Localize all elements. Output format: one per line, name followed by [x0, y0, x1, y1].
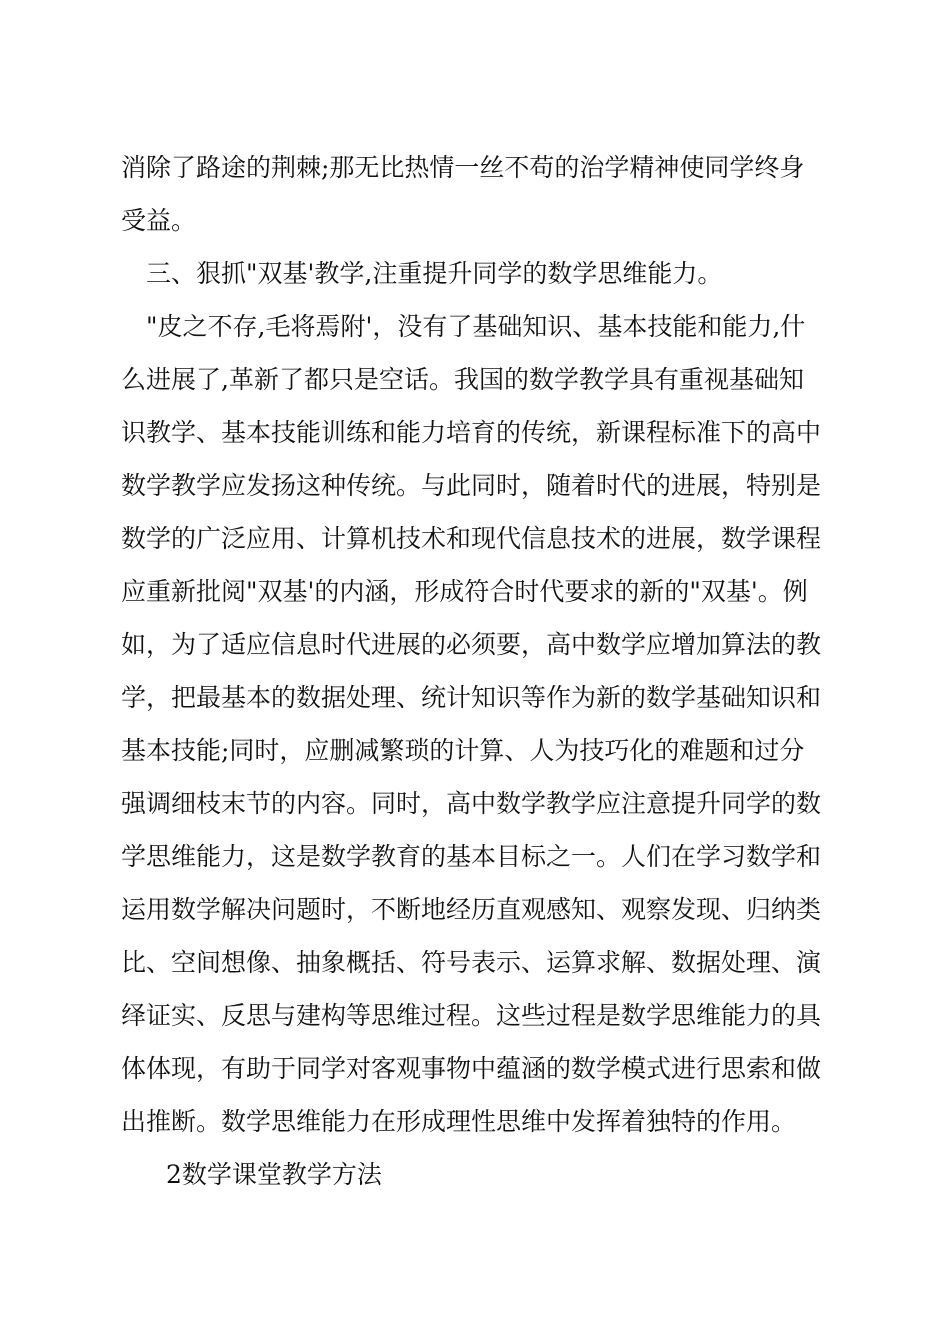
text-line: 绎证实、反思与建构等思维过程。这些过程是数学思维能力的具 — [121, 1001, 822, 1030]
text-line: 体体现，有助于同学对客观事物中蕴涵的数学模式进行思索和做 — [121, 1054, 822, 1083]
text-line: 学，把最基本的数据处理、统计知识等作为新的数学基础知识和 — [121, 683, 822, 712]
text-line: 出推断。数学思维能力在形成理性思维中发挥着独特的作用。 — [121, 1107, 797, 1136]
text-line: 应重新批阅"双基'的内涵，形成符合时代要求的新的"双基'。例 — [121, 577, 808, 606]
section-heading: 三、狠抓"双基'教学,注重提升同学的数学思维能力。 — [146, 259, 723, 288]
text-line: 数学教学应发扬这种传统。与此同时，随着时代的进展，特别是 — [121, 471, 822, 500]
text-line: "皮之不存,毛将焉附'，没有了基础知识、基本技能和能力,什 — [146, 312, 806, 341]
text-line: 识教学、基本技能训练和能力培育的传统，新课程标准下的高中 — [121, 418, 822, 447]
text-line: 比、空间想像、抽象概括、符号表示、运算求解、数据处理、演 — [121, 948, 822, 977]
text-line: 消除了路途的荆棘;那无比热情一丝不苟的治学精神使同学终身 — [121, 153, 805, 182]
text-line: 学思维能力，这是数学教育的基本目标之一。人们在学习数学和 — [121, 842, 822, 871]
text-line: 基本技能;同时，应删减繁琐的计算、人为技巧化的难题和过分 — [121, 736, 805, 765]
text-line: 受益。 — [121, 206, 197, 235]
text-line: 数学的广泛应用、计算机技术和现代信息技术的进展，数学课程 — [121, 524, 822, 553]
subsection-heading: 2数学课堂教学方法 — [166, 1160, 382, 1189]
text-line: 强调细枝末节的内容。同时，高中数学教学应注意提升同学的数 — [121, 789, 822, 818]
text-line: 么进展了,革新了都只是空话。我国的数学教学具有重视基础知 — [121, 365, 804, 394]
text-line: 如，为了适应信息时代进展的必须要，高中数学应增加算法的教 — [121, 630, 822, 659]
text-line: 运用数学解决问题时，不断地经历直观感知、观察发现、归纳类 — [121, 895, 822, 924]
